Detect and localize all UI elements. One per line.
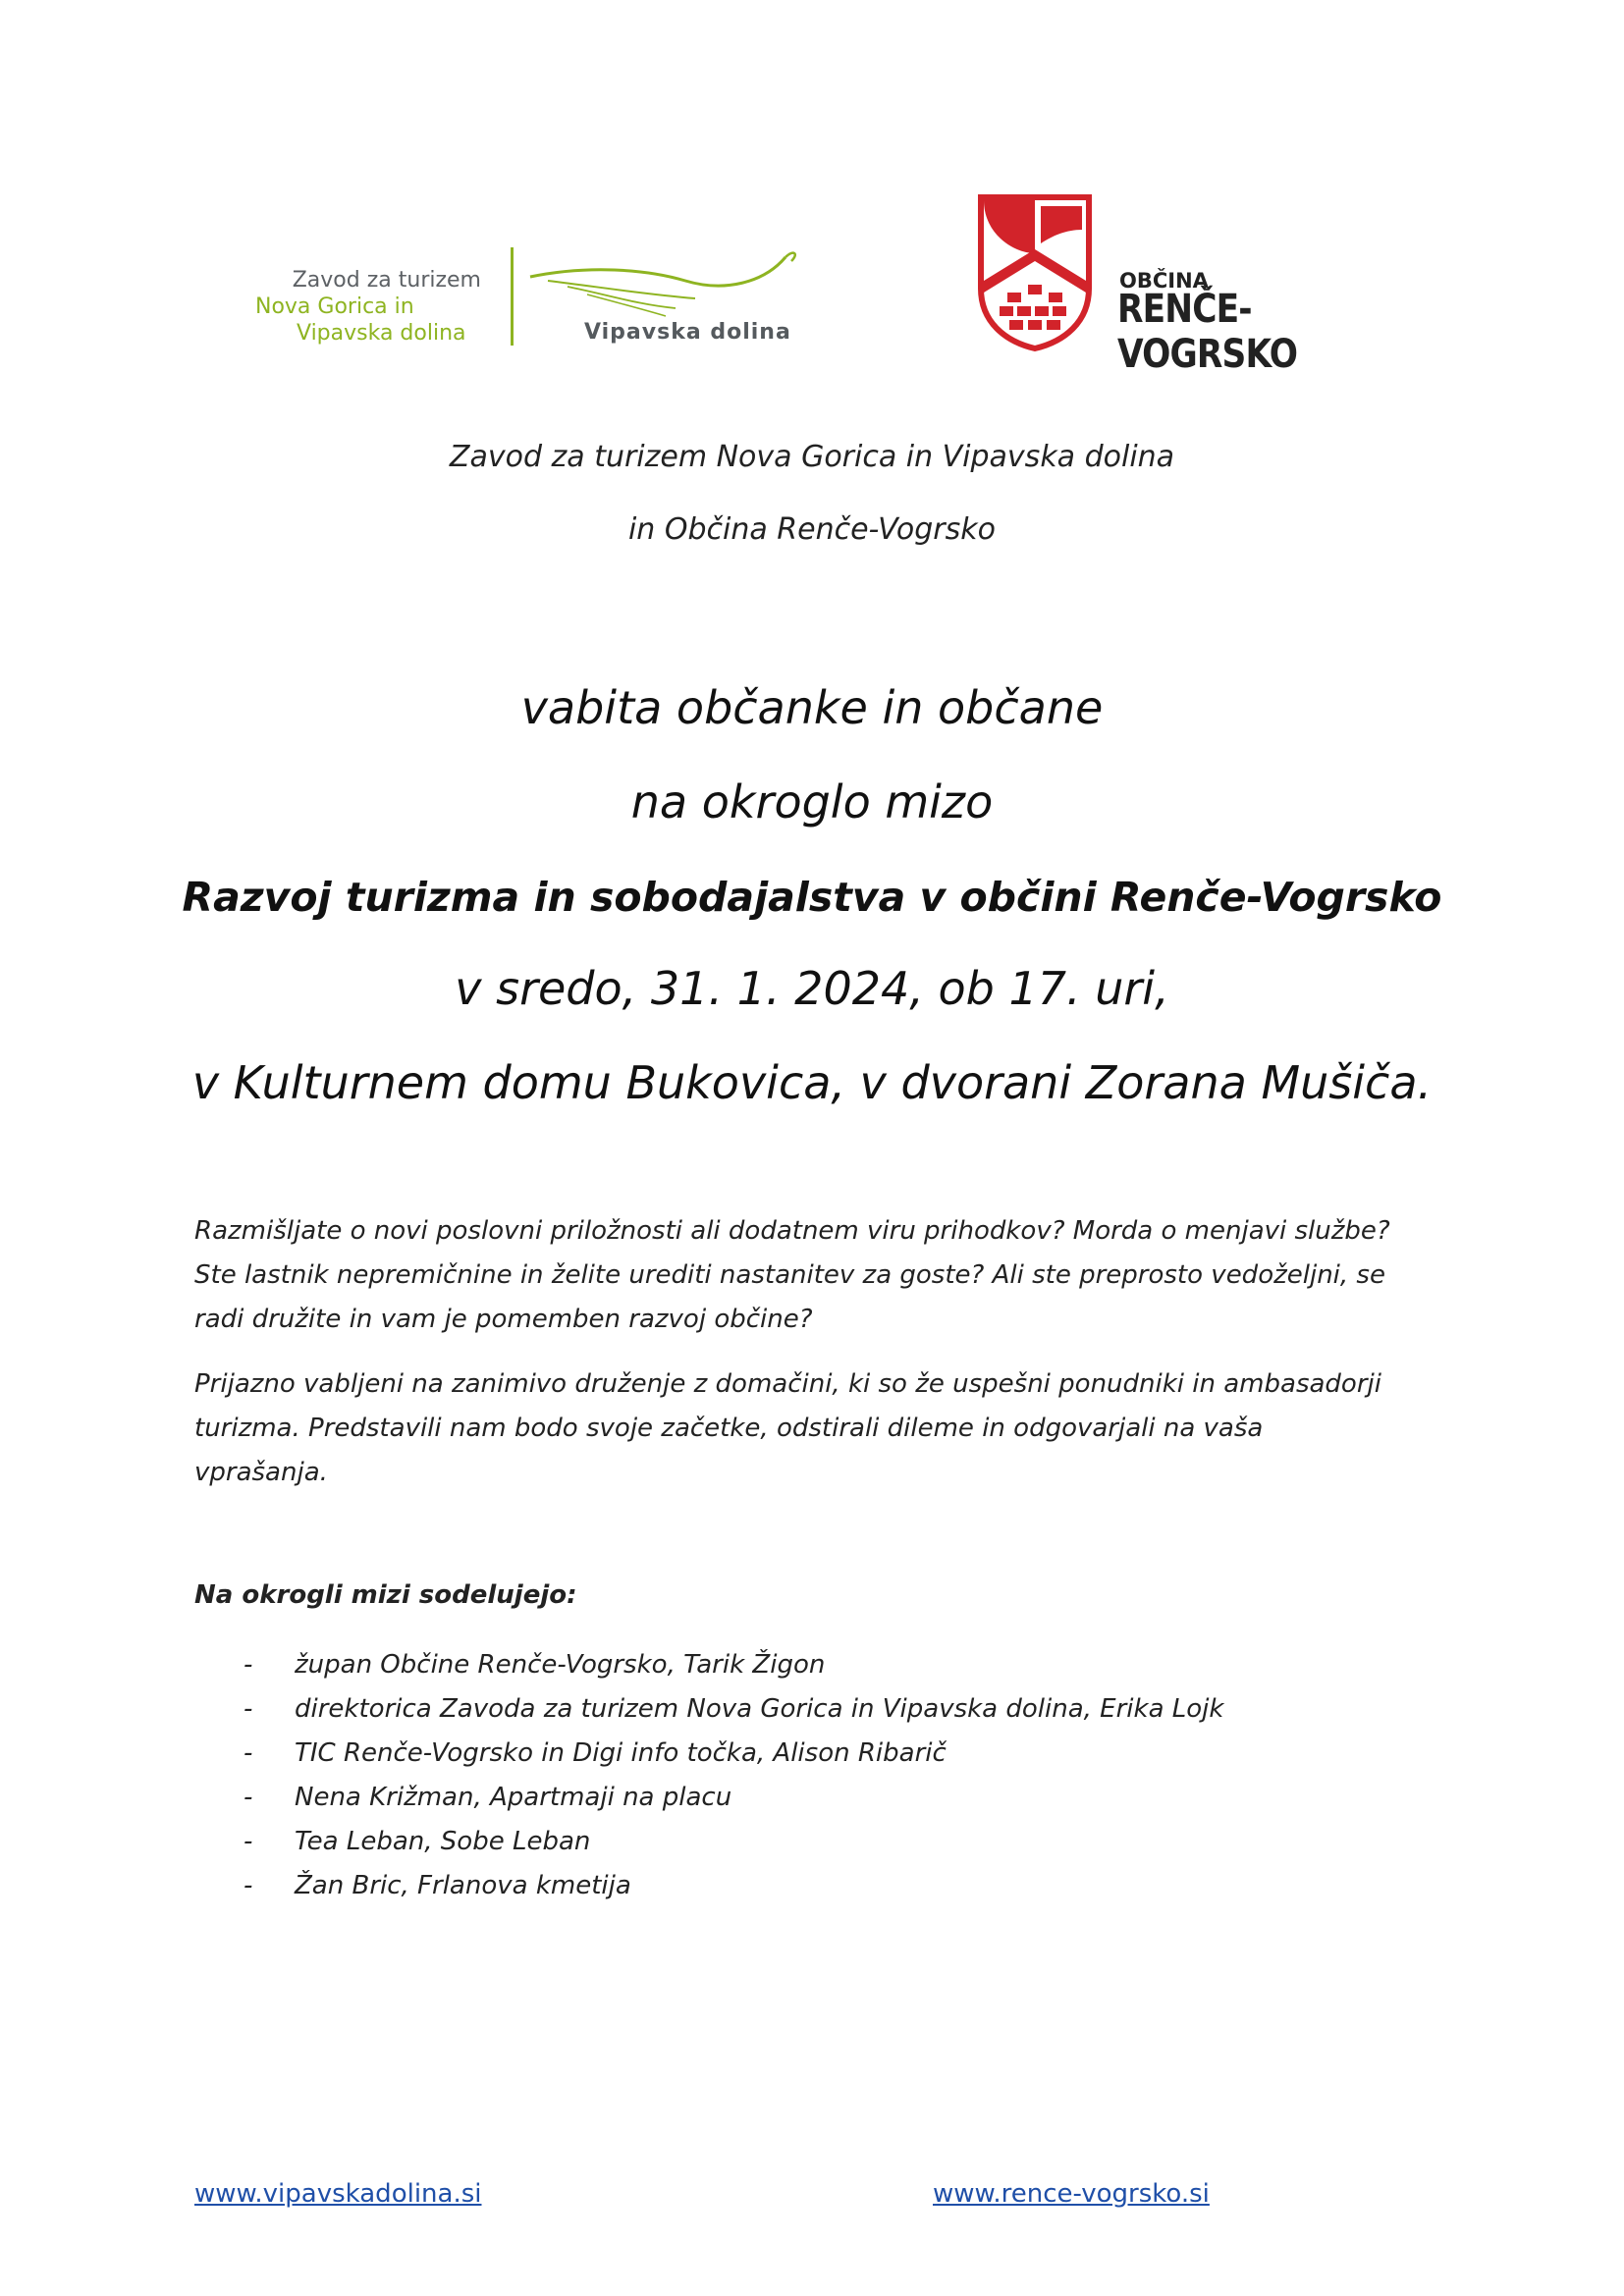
coat-of-arms-icon <box>978 194 1092 351</box>
participant-name: župan Občine Renče-Vogrsko, Tarik Žigon <box>295 1650 826 1680</box>
paragraph-line: turizma. Predstavili nam bodo svoje začetke, odstirali dileme in odgovarjali na vaša <box>194 1414 1264 1443</box>
event-date: v sredo, 31. 1. 2024, ob 17. uri, <box>455 962 1169 1015</box>
obcina-logo-name: RENČE-VOGRSKO <box>1117 287 1298 377</box>
list-item <box>244 1776 1223 1820</box>
list-bullet: - <box>244 1871 253 1900</box>
event-title: Razvoj turizma in sobodajalstva v občini Renče-Vogrsko <box>182 874 1442 921</box>
logo-divider <box>511 247 514 346</box>
obcina-logo <box>978 194 1410 377</box>
zavod-logo-text <box>253 267 481 347</box>
intro-paragraph <box>194 1209 1471 1342</box>
zavod-logo-line: Nova Gorica in <box>255 294 414 319</box>
participant-name: TIC Renče-Vogrsko in Digi info točka, Alison Ribarič <box>295 1738 947 1768</box>
list-bullet: - <box>244 1783 253 1812</box>
list-item <box>244 1687 1223 1732</box>
list-bullet: - <box>244 1827 253 1856</box>
list-item <box>244 1643 1223 1687</box>
paragraph-line: Ste lastnik nepremičnine in želite urediti nastanitev za goste? Ali ste preprosto vedoželjni, se <box>194 1260 1385 1290</box>
paragraph-line: Prijazno vabljeni na zanimivo druženje z domačini, ki so že uspešni ponudniki in ambasadorji <box>194 1369 1381 1399</box>
participant-name: direktorica Zavoda za turizem Nova Gorica in Vipavska dolina, Erika Lojk <box>295 1694 1224 1724</box>
list-bullet: - <box>244 1738 253 1768</box>
zavod-logo <box>253 247 803 355</box>
rence-vogrsko-link[interactable]: www.rence-vogrsko.si <box>933 2179 1210 2209</box>
paragraph-line: vprašanja. <box>194 1458 328 1487</box>
obcina-logo-small: OBČINA <box>1119 269 1209 293</box>
participant-name: Nena Križman, Apartmaji na placu <box>295 1783 732 1812</box>
list-item <box>244 1864 1223 1908</box>
list-bullet: - <box>244 1650 253 1680</box>
vipavska-dolina-brand: Vipavska dolina <box>584 320 791 345</box>
invitation-line-2: na okroglo mizo <box>630 775 994 828</box>
invitation-paragraph <box>194 1362 1471 1495</box>
list-bullet: - <box>244 1694 253 1724</box>
list-item <box>244 1820 1223 1864</box>
zavod-logo-line: Zavod za turizem <box>292 268 481 293</box>
organizer-line-1: Zavod za turizem Nova Gorica in Vipavska dolina <box>449 440 1175 474</box>
zavod-logo-line: Vipavska dolina <box>297 321 466 346</box>
participant-name: Žan Bric, Frlanova kmetija <box>295 1871 631 1900</box>
organizer-line-2: in Občina Renče-Vogrsko <box>627 512 997 547</box>
event-location: v Kulturnem domu Bukovica, v dvorani Zorana Mušiča. <box>191 1056 1433 1109</box>
participants-title: Na okrogli mizi sodelujejo: <box>194 1580 577 1610</box>
paragraph-line: radi družite in vam je pomemben razvoj občine? <box>194 1305 813 1334</box>
participant-name: Tea Leban, Sobe Leban <box>295 1827 591 1856</box>
vipavskadolina-link[interactable]: www.vipavskadolina.si <box>194 2179 482 2209</box>
vine-swoosh-icon <box>528 247 803 326</box>
paragraph-line: Razmišljate o novi poslovni priložnosti ali dodatnem viru prihodkov? Morda o menjavi službe? <box>194 1216 1390 1246</box>
list-item <box>244 1732 1223 1776</box>
participants-list <box>244 1643 1223 1908</box>
invitation-line-1: vabita občanke in občane <box>520 681 1104 734</box>
